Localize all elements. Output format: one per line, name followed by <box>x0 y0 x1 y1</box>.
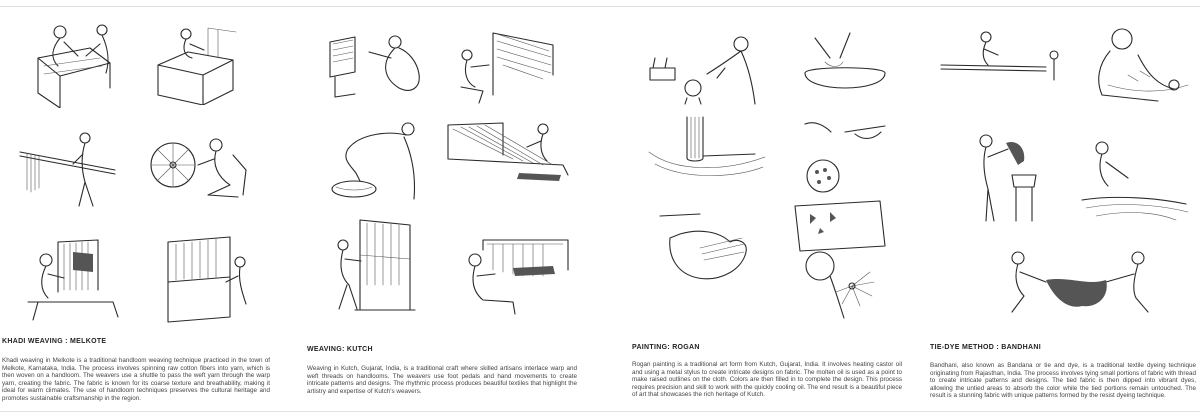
fabric-folding-sketch-icon <box>1076 130 1196 225</box>
oil-thread-pull-sketch-icon <box>795 112 905 202</box>
spinning-wheel-sketch-icon <box>148 125 248 210</box>
kutch-sketch-grid <box>305 0 605 330</box>
section-title: WEAVING: KUTCH <box>307 346 373 353</box>
bandhani-panel <box>928 0 1200 420</box>
handloom-weaver-sketch-icon <box>18 232 128 322</box>
section-title: TIE-DYE METHOD : BANDHANI <box>930 344 1041 351</box>
finished-rogan-design-sketch-icon <box>790 196 900 321</box>
khadi-weaving-panel <box>0 0 300 420</box>
charkha-spinner-sketch-icon <box>325 22 425 102</box>
section-title: KHADI WEAVING : MELKOTE <box>2 338 107 345</box>
section-description: Khadi weaving in Melkote is a traditional handloom weaving technique practiced in the town of Melkote, Karnataka, India. The process involves spinning raw cotton fibers into yarn, which is then woven on a handloom. The weavers use a shuttle to pass the weft yarn through the warp yarn, creating the fabric. The fabric is known for its coarse texture and breathability, making it ideal for warm climates. The use of handloom techniques preserves the cultural heritage and promotes sustainable craftsmanship in the region. <box>2 357 270 402</box>
pit-loom-sketch-icon <box>443 115 573 195</box>
stylus-on-fabric-sketch-icon <box>645 112 775 192</box>
section-description: Weaving in Kutch, Gujarat, India, is a traditional craft where skilled artisans interlace warp and weft threads on handlooms. The weavers use foot pedals and hand movements to create intricate patterns and designs. The rhythmic process produces beautiful textiles that highlight the artistry and expertise of Kutch's weavers. <box>307 365 577 395</box>
section-title: PAINTING: ROGAN <box>632 344 700 351</box>
palm-oil-paste-sketch-icon <box>650 208 760 288</box>
fabric-stretching-sketch-icon <box>936 25 1061 85</box>
oil-heating-artisan-sketch-icon <box>645 28 765 108</box>
bandhani-sketch-grid <box>928 0 1200 330</box>
section-description: Rogan painting is a traditional art form from Kutch, Gujarat, India. It involves heating castor oil and using a metal stylus to create intricate designs on fabric. The molten oil is used as a point to make raised outlines on the cloth. Colors are then filled in to complete the design. This process requires precision and skill to work with the quickly cooling oil. The end result is a beautiful piece of art that showcases the rich heritage of Kutch. <box>632 361 902 399</box>
rogan-sketch-grid <box>630 0 930 330</box>
dye-dipping-sketch-icon <box>968 125 1038 225</box>
castor-oil-bowl-sketch-icon <box>795 28 905 108</box>
large-handloom-sketch-icon <box>160 232 255 327</box>
wooden-loom-sketch-icon <box>148 20 243 105</box>
rogan-painting-panel <box>630 0 930 420</box>
upright-loom-weaver-sketch-icon <box>325 215 425 315</box>
yarn-washing-sketch-icon <box>320 115 430 205</box>
spinning-at-loom-sketch-icon <box>30 18 125 108</box>
khadi-sketch-grid <box>0 0 300 330</box>
seated-loom-weaver-sketch-icon <box>453 230 573 320</box>
section-description: Bandhani, also known as Bandana or tie and dye, is a traditional textile dyeing technique originating from Rajasthan, India. The process involves tying small portions of fabric with thread to create intricate patterns and designs. The tied fabric is then dipped into vibrant dyes, allowing the untied areas to absorb the color while the tied portions remain untouched. The result is a stunning fabric with unique patterns formed by the resist dyeing technique. <box>930 362 1196 400</box>
fabric-drying-sketch-icon <box>998 236 1163 316</box>
kutch-weaving-panel <box>305 0 605 420</box>
yarn-warping-sketch-icon <box>15 130 125 210</box>
thread-tying-sketch-icon <box>1078 15 1198 115</box>
warp-frame-weaver-sketch-icon <box>453 25 563 105</box>
